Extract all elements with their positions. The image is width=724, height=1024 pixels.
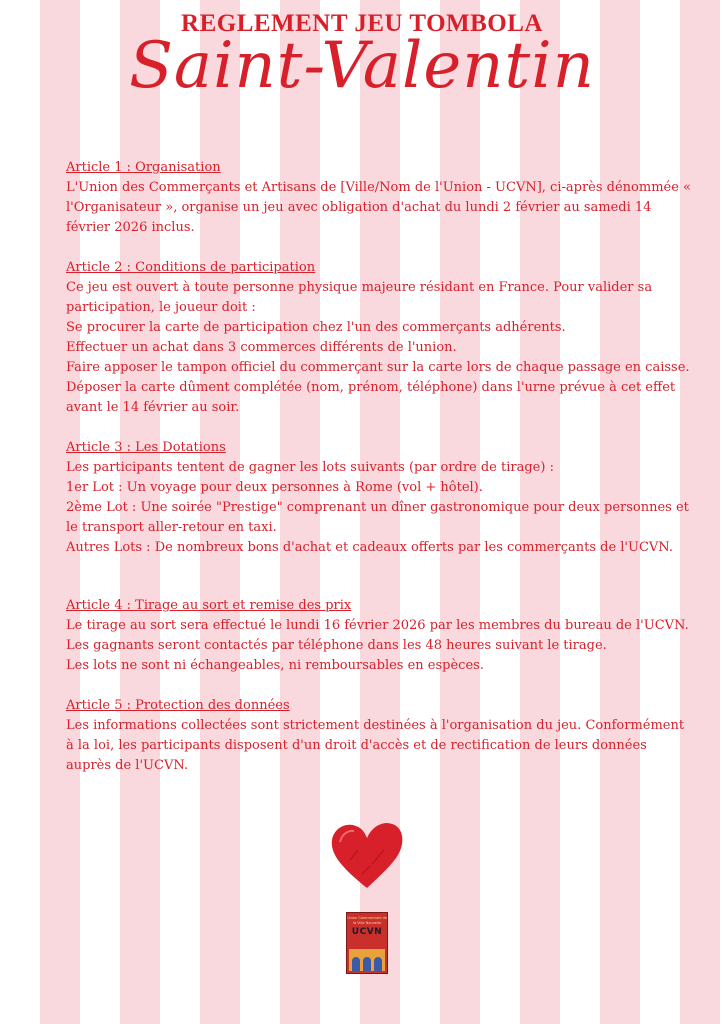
rules-body: [66, 158, 692, 796]
article-1: [66, 158, 692, 238]
article-heading: Article 5 : Protection des données: [66, 698, 290, 713]
logo-tagline: Union Commerciale de la Ville Nouvelle: [347, 916, 387, 925]
article-text: Le tirage au sort sera effectué le lundi 16 février 2026 par les membres du bureau de l'UCVN.: [66, 618, 689, 633]
article-text: Ce jeu est ouvert à toute personne physique majeure résidant en France. Pour valider sa participation, le joueur doit :: [66, 280, 653, 315]
article-text: Les gagnants seront contactés par téléphone dans les 48 heures suivant le tirage.: [66, 638, 607, 653]
article-text: L'Union des Commerçants et Artisans de [Ville/Nom de l'Union - UCVN], ci-après dénommée « l'Organisateur », organise un jeu avec obligation d'achat du lundi 2 février au samedi 14 février 2026 inclus.: [66, 180, 692, 235]
script-title: Saint-Valentin: [129, 29, 595, 103]
article-heading: Article 2 : Conditions de participation: [66, 260, 316, 275]
article-3: [66, 438, 692, 558]
article-4: [66, 596, 692, 676]
article-2: [66, 258, 692, 418]
article-text: 1er Lot : Un voyage pour deux personnes à Rome (vol + hôtel).: [66, 480, 483, 495]
article-heading: Article 3 : Les Dotations: [66, 440, 226, 455]
article-text: Autres Lots : De nombreux bons d'achat et cadeaux offerts par les commerçants de l'UCVN.: [66, 540, 673, 555]
logo-arch: [352, 957, 360, 971]
heart-icon: [328, 820, 406, 892]
logo-arches: [349, 949, 385, 971]
article-heading: Article 4 : Tirage au sort et remise des prix: [66, 598, 352, 613]
article-text: Déposer la carte dûment complétée (nom, prénom, téléphone) dans l'urne prévue à cet effet avant le 14 février au soir.: [66, 380, 676, 415]
article-heading: Article 1 : Organisation: [66, 160, 221, 175]
article-5: [66, 696, 692, 776]
logo-arch: [374, 957, 382, 971]
page-title: REGLEMENT JEU TOMBOLA: [181, 10, 543, 37]
article-text: Les informations collectées sont strictement destinées à l'organisation du jeu. Conformément à la loi, les participants disposent d'un droit d'accès et de rectification de leurs données auprès de l'UCVN.: [66, 718, 685, 773]
ucvn-logo: [346, 912, 388, 974]
logo-brand: UCVN: [351, 927, 383, 937]
article-text: Se procurer la carte de participation chez l'un des commerçants adhérents.: [66, 320, 566, 335]
logo-arch: [363, 957, 371, 971]
article-text: 2ème Lot : Une soirée "Prestige" comprenant un dîner gastronomique pour deux personnes et le transport aller-retour en taxi.: [66, 500, 689, 535]
article-text: Faire apposer le tampon officiel du commerçant sur la carte lors de chaque passage en caisse.: [66, 360, 690, 375]
article-text: Les lots ne sont ni échangeables, ni remboursables en espèces.: [66, 658, 484, 673]
article-text: Effectuer un achat dans 3 commerces différents de l'union.: [66, 340, 457, 355]
article-text: Les participants tentent de gagner les lots suivants (par ordre de tirage) :: [66, 460, 554, 475]
